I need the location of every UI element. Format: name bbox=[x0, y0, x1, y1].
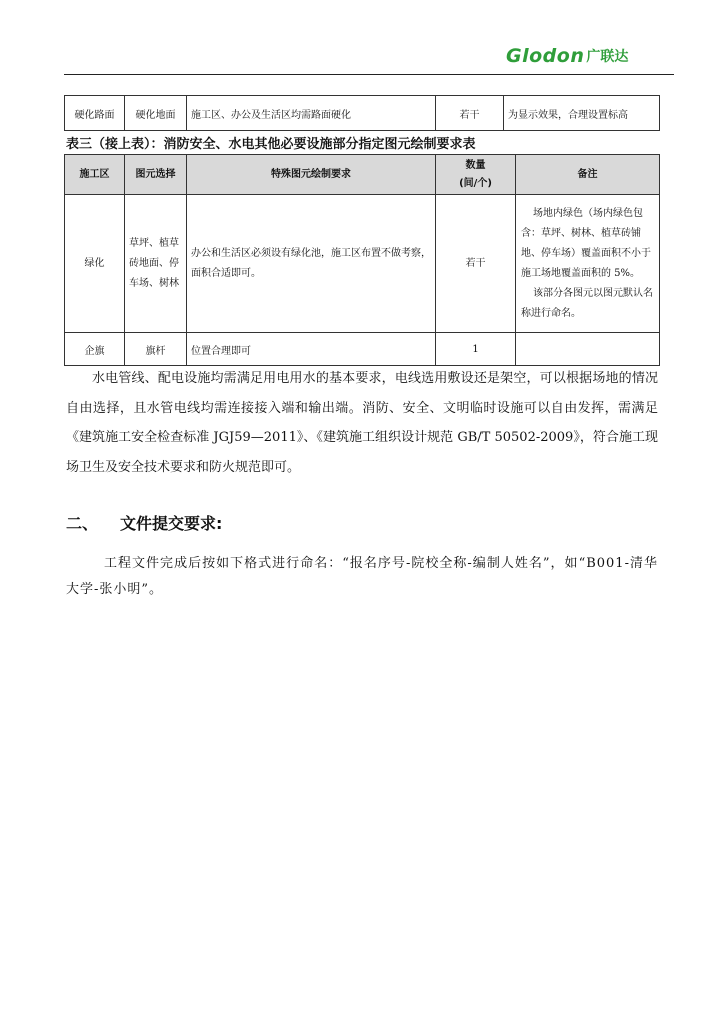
logo-wordmark: Glodon bbox=[506, 45, 585, 67]
cell-quantity: 若干 bbox=[436, 96, 504, 131]
cell-requirement: 施工区、办公及生活区均需路面硬化 bbox=[187, 96, 436, 131]
cell-element: 硬化地面 bbox=[125, 96, 187, 131]
header-requirement: 特殊图元绘制要求 bbox=[187, 155, 436, 195]
table-caption: 表三（接上表）：消防安全、水电其他必要设施部分指定图元绘制要求表 bbox=[66, 137, 476, 152]
cell-element: 草坪、植草砖地面、停车场、树林 bbox=[125, 195, 187, 333]
cell-quantity: 若干 bbox=[436, 195, 516, 333]
cell-requirement: 位置合理即可 bbox=[187, 333, 436, 366]
table-header-row bbox=[65, 155, 660, 195]
header-quantity bbox=[436, 155, 516, 195]
header-rule bbox=[64, 74, 674, 75]
paragraph-utilities: 水电管线、配电设施均需满足用电用水的基本要求，电线选用敷设还是架空，可以根据场地的情况自由选择，且水管电线均需连接接入端和输出端。消防、安全、文明临时设施可以自由发挥，需满足《建筑施工安全检查标准 JGJ59—2011》、《建筑施工组织设计规范 GB/T 50502-2009》，符合施工现场卫生及安全技术要求和防火规范即可。 bbox=[66, 371, 658, 475]
cell-area: 绿化 bbox=[65, 195, 125, 333]
cell-requirement: 办公和生活区必须设有绿化池，施工区布置不做考察，面积合适即可。 bbox=[187, 195, 436, 333]
table-row bbox=[65, 195, 660, 333]
table-row bbox=[65, 333, 660, 366]
table-continued-top bbox=[64, 95, 660, 131]
section-heading bbox=[66, 511, 222, 534]
header-area: 施工区 bbox=[65, 155, 125, 195]
cell-area: 硬化路面 bbox=[65, 96, 125, 131]
cell-quantity: 1 bbox=[436, 333, 516, 366]
section-title: 文件提交要求: bbox=[120, 514, 223, 533]
glodon-logo bbox=[506, 43, 628, 69]
header-quantity-line2: (间/个) bbox=[459, 177, 492, 189]
cell-element: 旗杆 bbox=[125, 333, 187, 366]
logo-chinese-name: 广联达 bbox=[586, 49, 629, 65]
section-number: 二、 bbox=[66, 514, 99, 533]
facility-requirements-table bbox=[64, 154, 660, 366]
table-row bbox=[65, 96, 660, 131]
cell-note bbox=[516, 195, 660, 333]
paragraph-naming: 工程文件完成后按如下格式进行命名：“报名序号-院校全称-编制人姓名”，如“B001-清华大学-张小明”。 bbox=[66, 556, 658, 597]
note-coverage: 场地内绿色（场内绿色包含：草坪、树林、植草砖铺地、停车场）覆盖面积不小于施工场地覆盖面积的 5%。 bbox=[521, 207, 651, 279]
cell-note: 为显示效果，合理设置标高 bbox=[504, 96, 660, 131]
header-quantity-line1: 数量 bbox=[465, 159, 486, 171]
cell-area: 企旗 bbox=[65, 333, 125, 366]
header-note: 备注 bbox=[516, 155, 660, 195]
header-element: 图元选择 bbox=[125, 155, 187, 195]
cell-note bbox=[516, 333, 660, 366]
note-naming: 该部分各图元以图元默认名称进行命名。 bbox=[521, 287, 653, 319]
